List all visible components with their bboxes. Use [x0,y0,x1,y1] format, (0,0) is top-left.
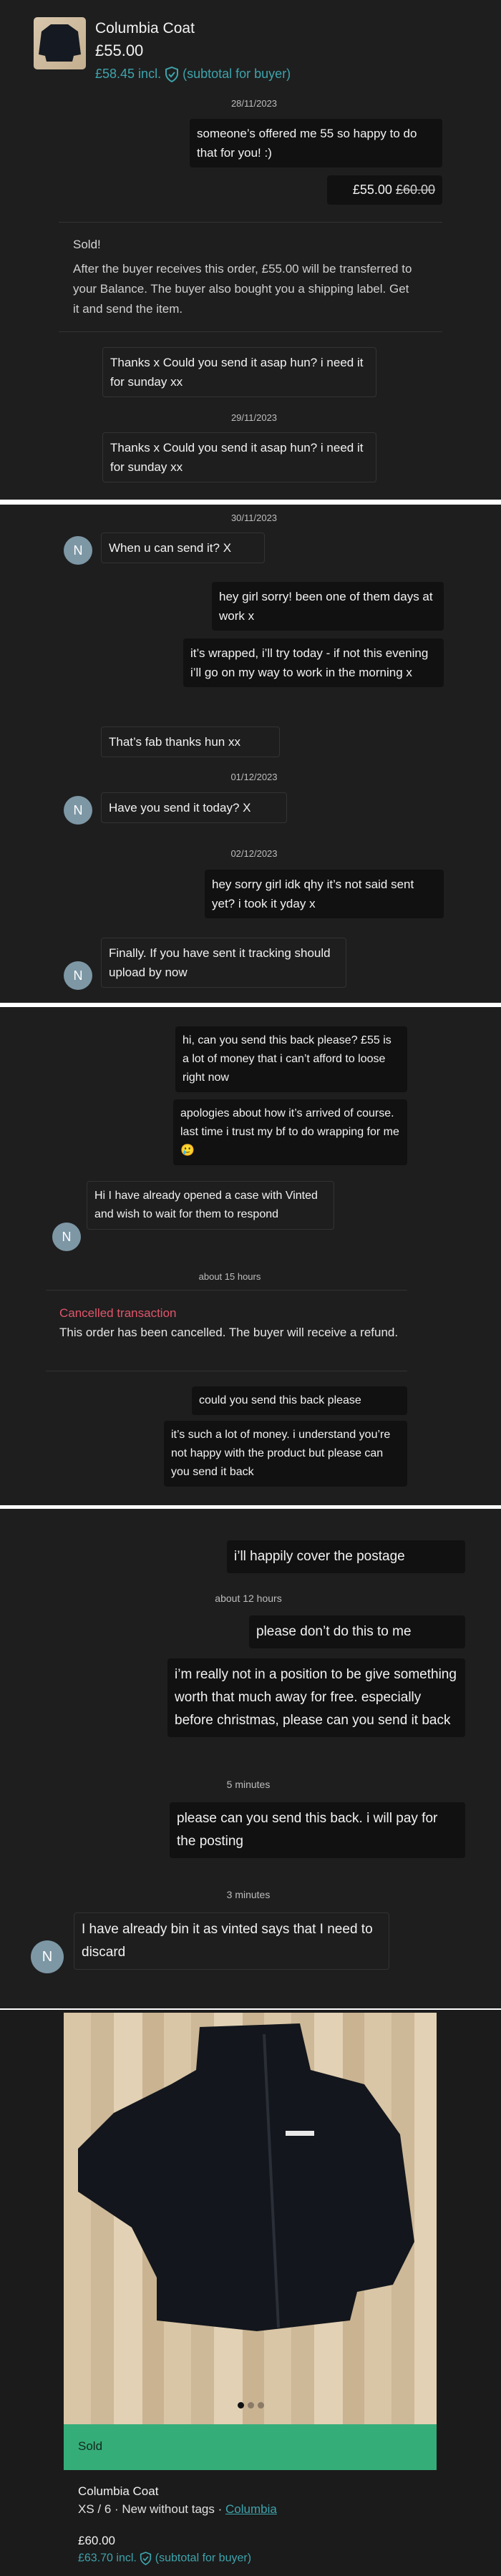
listing-title: Columbia Coat [78,2484,159,2498]
listing-details [78,2502,277,2517]
offer-old-price: £60.00 [395,183,435,197]
sent-message: please don’t do this to me [249,1615,465,1648]
chat-panel-2 [0,505,501,1003]
received-message: Hi I have already opened a case with Vinted and wish to wait for them to respond [87,1181,334,1230]
sold-banner [64,2424,437,2470]
sent-message: someone’s offered me 55 so happy to do that for you! :) [190,119,442,167]
time-separator: 5 minutes [226,1779,271,1790]
date-separator: 30/11/2023 [230,512,278,523]
date-separator: 28/11/2023 [230,98,278,109]
divider [46,1290,407,1291]
sent-message: apologies about how it’s arrived of course. last time i trust my bf to do wrapping for me🥲 [173,1099,407,1165]
sent-message: could you send this back please [192,1386,407,1415]
received-message: When u can send it? X [101,533,265,563]
chat-panel-4 [0,1509,501,2008]
date-separator: 29/11/2023 [230,412,278,423]
divider [59,331,442,332]
time-separator: about 15 hours [198,1271,261,1282]
pager-dot-active[interactable] [238,2402,244,2409]
pager-dot[interactable] [258,2402,264,2409]
time-separator: about 12 hours [215,1593,282,1604]
jacket-photo-icon [64,2013,437,2424]
date-separator: 01/12/2023 [230,772,278,782]
sent-message: hey girl sorry! been one of them days at work x [212,582,444,631]
item-thumbnail[interactable] [34,17,86,69]
listing-photo[interactable] [64,2013,437,2424]
incl-price: £63.70 incl. [78,2552,137,2565]
chat-panel-1 [0,0,501,500]
buyer-subtotal [95,67,291,82]
size-condition: XS / 6 · New without tags · [78,2502,223,2516]
avatar[interactable]: N [64,536,92,565]
avatar[interactable]: N [31,1940,64,1973]
sent-message: hi, can you send this back please? £55 is a lot of money that i can’t afford to loose right now [175,1026,407,1092]
photo-pager[interactable] [238,2402,264,2409]
time-separator: 3 minutes [226,1889,271,1900]
sent-message: i’m really not in a position to be give something worth that much away for free. especially before christmas, please can you send it back [167,1658,465,1737]
received-message: Thanks x Could you send it asap hun? i need it for sunday xx [102,432,376,482]
received-message: Finally. If you have sent it tracking should upload by now [101,938,346,988]
incl-note: (subtotal for buyer) [155,2552,252,2565]
listing-buyer-subtotal [78,2552,251,2565]
listing-price: £60.00 [78,2534,115,2547]
sold-title: Sold! [73,238,101,251]
received-message: That’s fab thanks hun xx [101,726,280,757]
sent-message: hey sorry girl idk qhy it’s not said sent yet? i took it yday x [205,870,444,918]
offer-bubble [327,175,442,205]
sent-message: it’s such a lot of money. i understand you’re not happy with the product but please can you send it back [164,1421,407,1487]
pager-dot[interactable] [248,2402,254,2409]
sent-message: i’ll happily cover the postage [227,1540,465,1573]
chat-panel-3 [0,1007,501,1505]
incl-note: (subtotal for buyer) [183,67,291,81]
item-price: £55.00 [95,42,144,59]
listing-panel [0,2010,501,2576]
sent-message: please can you send this back. i will pay for the posting [170,1802,465,1858]
divider [59,222,442,223]
received-message: Have you send it today? X [101,792,287,823]
shield-check-icon[interactable] [140,2552,152,2565]
cancelled-title: Cancelled transaction [59,1306,177,1320]
sent-message: it’s wrapped, i’ll try today - if not this evening i’ll go on my way to work in the morning x [183,638,444,687]
sold-label: Sold [78,2439,103,2453]
received-message: Thanks x Could you send it asap hun? i need it for sunday xx [102,347,376,397]
incl-price: £58.45 incl. [95,67,162,81]
avatar[interactable]: N [64,796,92,825]
date-separator: 02/12/2023 [230,848,278,859]
brand-link[interactable]: Columbia [225,2502,277,2516]
item-title[interactable]: Columbia Coat [95,20,195,37]
received-message: I have already bin it as vinted says that I need to discard [74,1912,389,1970]
shield-check-icon[interactable] [165,67,179,82]
avatar[interactable]: N [64,961,92,990]
avatar[interactable]: N [52,1223,81,1251]
cancelled-info: This order has been cancelled. The buyer will receive a refund. [59,1326,399,1339]
offer-price: £55.00 [352,183,392,197]
jacket-thumbnail-icon [34,17,86,69]
sold-info: After the buyer receives this order, £55.00 will be transferred to your Balance. The buyer also bought you a shipping label. Get it and send the item. [73,262,412,316]
